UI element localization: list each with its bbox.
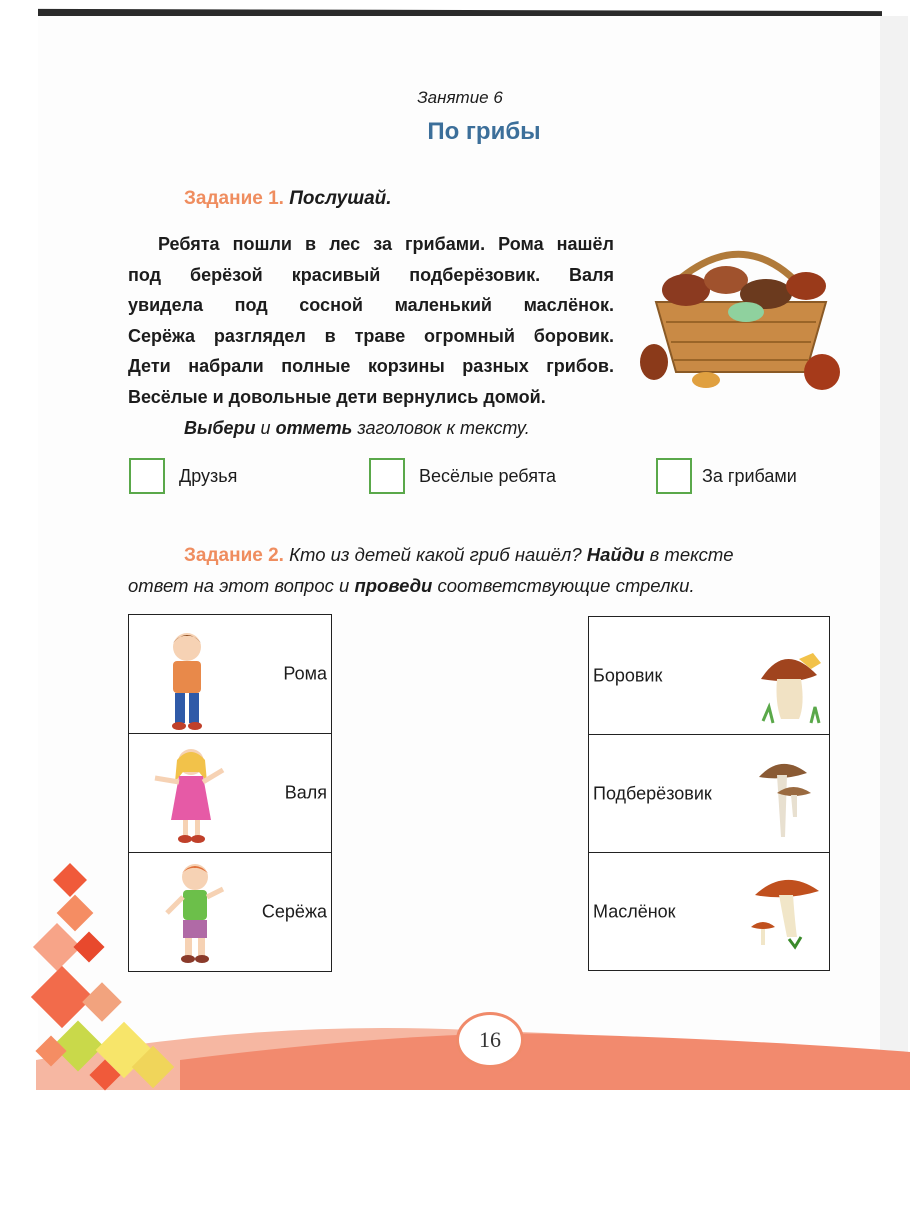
story-line: Ребята пошли в лес за грибами. Рома нашёл — [158, 234, 614, 254]
mushroom-name: Маслёнок — [593, 901, 676, 921]
slippery-jack-icon — [747, 867, 823, 955]
child-cell-seryozha[interactable] — [129, 853, 332, 972]
story-line: под берёзой красивый подберёзовик. Валя — [128, 264, 614, 285]
child-cell-roma[interactable] — [129, 615, 332, 734]
option-label: За грибами — [702, 465, 797, 486]
task1-number: Задание 1. — [184, 188, 284, 209]
page-number: 16 — [479, 1027, 501, 1052]
mushroom-name: Подберёзовик — [593, 783, 712, 803]
mushroom-cell-borovik[interactable] — [589, 617, 830, 735]
lesson-number: Занятие 6 — [417, 88, 503, 107]
boy-seryozha-icon — [163, 859, 229, 967]
boy-roma-icon — [157, 627, 217, 732]
task2-question: Кто из детей какой гриб нашёл? — [289, 544, 582, 565]
option-checkbox[interactable] — [656, 458, 692, 494]
child-name: Серёжа — [261, 901, 327, 922]
task2-bold-find: Найди — [586, 544, 645, 565]
children-table — [128, 614, 332, 972]
task2-text: ответ на этот вопрос и — [128, 575, 350, 596]
task2-text: в тексте — [649, 544, 734, 565]
instruction-bold-choose: Выбери — [184, 418, 256, 438]
option-label: Друзья — [179, 465, 238, 486]
mushroom-cell-podberyozovik[interactable] — [589, 735, 830, 853]
option-checkbox[interactable] — [369, 458, 405, 494]
option-mushroom-picking[interactable] — [656, 457, 797, 495]
porcini-icon — [755, 645, 827, 727]
mushroom-basket-image — [636, 232, 846, 398]
task2-heading — [128, 540, 844, 601]
story-line: увидела под сосной маленький маслёнок. — [128, 295, 614, 315]
option-checkbox[interactable] — [129, 458, 165, 494]
task1-label: Послушай. — [289, 188, 392, 209]
task1-instruction — [184, 418, 530, 439]
mushrooms-table — [588, 616, 830, 971]
mushroom-name: Боровик — [593, 665, 663, 685]
child-name: Валя — [284, 782, 327, 803]
child-cell-valya[interactable] — [129, 734, 332, 853]
child-name: Рома — [283, 663, 327, 684]
birch-bolete-icon — [753, 751, 819, 843]
task1-heading — [184, 188, 392, 210]
option-cheerful-kids[interactable] — [369, 457, 556, 495]
girl-valya-icon — [149, 742, 229, 847]
instruction-and: и — [260, 418, 271, 438]
story-line: Серёжа разглядел в траве огромный боровик. — [128, 325, 614, 346]
story-text — [128, 229, 614, 412]
option-label: Весёлые ребята — [419, 465, 557, 486]
task2-text: соответствующие стрелки. — [437, 575, 695, 596]
task2-bold-draw: проведи — [354, 575, 433, 596]
instruction-bold-mark: отметь — [275, 418, 353, 438]
story-line: Дети набрали полные корзины разных грибов. — [128, 356, 614, 376]
story-line: Весёлые и довольные дети вернулись домой. — [128, 386, 546, 407]
option-friends[interactable] — [129, 457, 237, 495]
mushroom-cell-maslyonok[interactable] — [589, 853, 830, 971]
task2-number: Задание 2. — [184, 545, 284, 566]
instruction-rest: заголовок к тексту. — [357, 418, 530, 438]
page-number-badge — [456, 1012, 524, 1068]
page-title: По грибы — [427, 118, 541, 145]
